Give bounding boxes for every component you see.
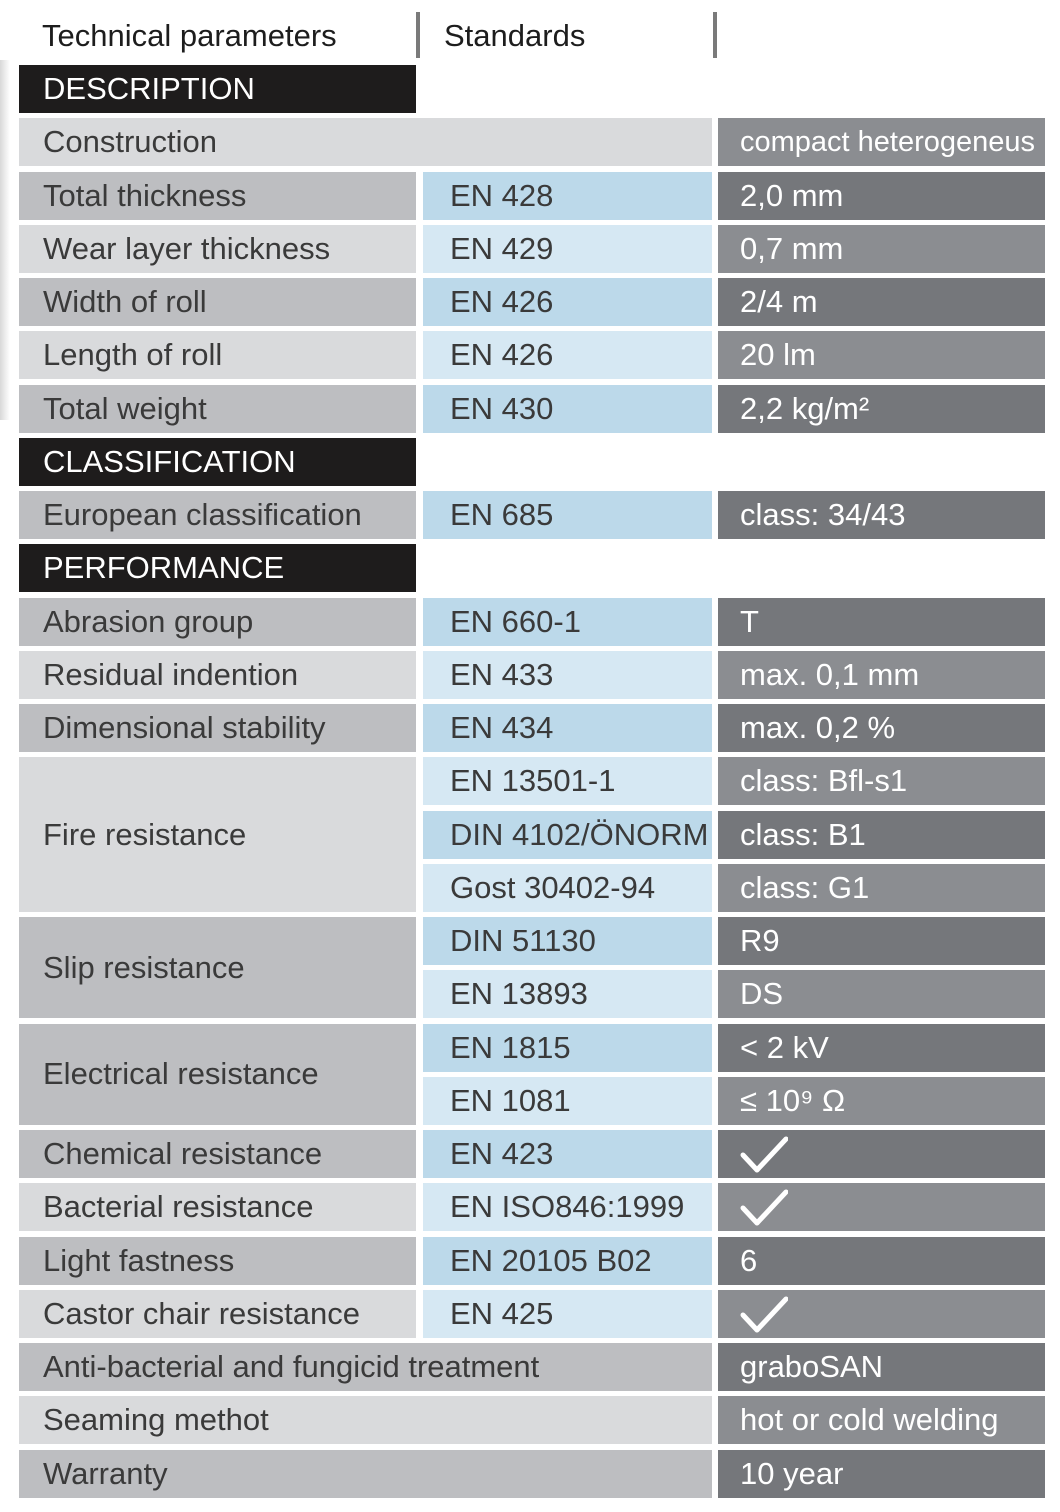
standard-cell: EN 433 (423, 651, 712, 699)
value-cell: hot or cold welding (718, 1396, 1045, 1444)
value-cell: 2,0 mm (718, 172, 1045, 220)
standard-cell: EN 425 (423, 1290, 712, 1338)
standard-cell: EN 434 (423, 704, 712, 752)
parameter-label: Wear layer thickness (19, 225, 416, 273)
standard-cell: EN 428 (423, 172, 712, 220)
value-cell: compact heterogeneus (718, 118, 1045, 166)
standard-cell: EN 20105 B02 (423, 1237, 712, 1285)
checkmark-icon (740, 1135, 788, 1173)
value-cell: R9 (718, 917, 1045, 965)
section-header: DESCRIPTION (19, 65, 416, 113)
parameter-label: Construction (19, 118, 712, 166)
value-cell (718, 1183, 1045, 1231)
value-cell: max. 0,1 mm (718, 651, 1045, 699)
value-cell: class: G1 (718, 864, 1045, 912)
value-cell: 20 lm (718, 331, 1045, 379)
value-cell: class: 34/43 (718, 491, 1045, 539)
value-cell: class: Bfl-s1 (718, 757, 1045, 805)
value-cell: T (718, 598, 1045, 646)
parameter-label: Dimensional stability (19, 704, 416, 752)
standard-cell: EN 13893 (423, 970, 712, 1018)
parameter-label: Residual indention (19, 651, 416, 699)
parameter-label: Electrical resistance (19, 1024, 416, 1125)
value-cell: 2,2 kg/m² (718, 385, 1045, 433)
standard-cell: DIN 4102/ÖNORM (423, 811, 712, 859)
standard-cell: EN 423 (423, 1130, 712, 1178)
parameter-label: Length of roll (19, 331, 416, 379)
parameter-label: European classification (19, 491, 416, 539)
value-cell: graboSAN (718, 1343, 1045, 1391)
value-cell: class: B1 (718, 811, 1045, 859)
standard-cell: EN 685 (423, 491, 712, 539)
parameter-label: Slip resistance (19, 917, 416, 1018)
standard-cell: Gost 30402-94 (423, 864, 712, 912)
parameter-label: Width of roll (19, 278, 416, 326)
parameter-label: Anti-bacterial and fungicid treatment (19, 1343, 712, 1391)
value-cell: 6 (718, 1237, 1045, 1285)
standard-cell: EN 1815 (423, 1024, 712, 1072)
checkmark-icon (740, 1188, 788, 1226)
parameter-label: Total weight (19, 385, 416, 433)
value-cell: 0,7 mm (718, 225, 1045, 273)
value-cell: < 2 kV (718, 1024, 1045, 1072)
standard-cell: EN 429 (423, 225, 712, 273)
header-divider (713, 12, 717, 58)
standard-cell: EN 1081 (423, 1077, 712, 1125)
parameter-label: Castor chair resistance (19, 1290, 416, 1338)
standard-cell: EN 426 (423, 331, 712, 379)
parameter-label: Bacterial resistance (19, 1183, 416, 1231)
checkmark-icon (740, 1295, 788, 1333)
value-cell: ≤ 10⁹ Ω (718, 1077, 1045, 1125)
value-cell: 2/4 m (718, 278, 1045, 326)
section-header: PERFORMANCE (19, 544, 416, 592)
standard-cell: EN 426 (423, 278, 712, 326)
standard-cell: DIN 51130 (423, 917, 712, 965)
section-header: CLASSIFICATION (19, 438, 416, 486)
parameter-label: Total thickness (19, 172, 416, 220)
parameter-label: Abrasion group (19, 598, 416, 646)
parameter-label: Light fastness (19, 1237, 416, 1285)
parameter-label: Seaming methot (19, 1396, 712, 1444)
standard-cell: EN 660-1 (423, 598, 712, 646)
header-divider (416, 12, 420, 58)
value-cell: max. 0,2 % (718, 704, 1045, 752)
value-cell: 10 year (718, 1450, 1045, 1498)
standard-cell: EN ISO846:1999 (423, 1183, 712, 1231)
header-standards: Standards (444, 18, 586, 53)
header-technical-parameters: Technical parameters (42, 18, 337, 53)
value-cell: DS (718, 970, 1045, 1018)
parameter-label: Chemical resistance (19, 1130, 416, 1178)
page-edge-shadow (0, 60, 10, 420)
value-cell (718, 1130, 1045, 1178)
parameter-label: Fire resistance (19, 757, 416, 912)
standard-cell: EN 13501-1 (423, 757, 712, 805)
value-cell (718, 1290, 1045, 1338)
standard-cell: EN 430 (423, 385, 712, 433)
parameter-label: Warranty (19, 1450, 712, 1498)
